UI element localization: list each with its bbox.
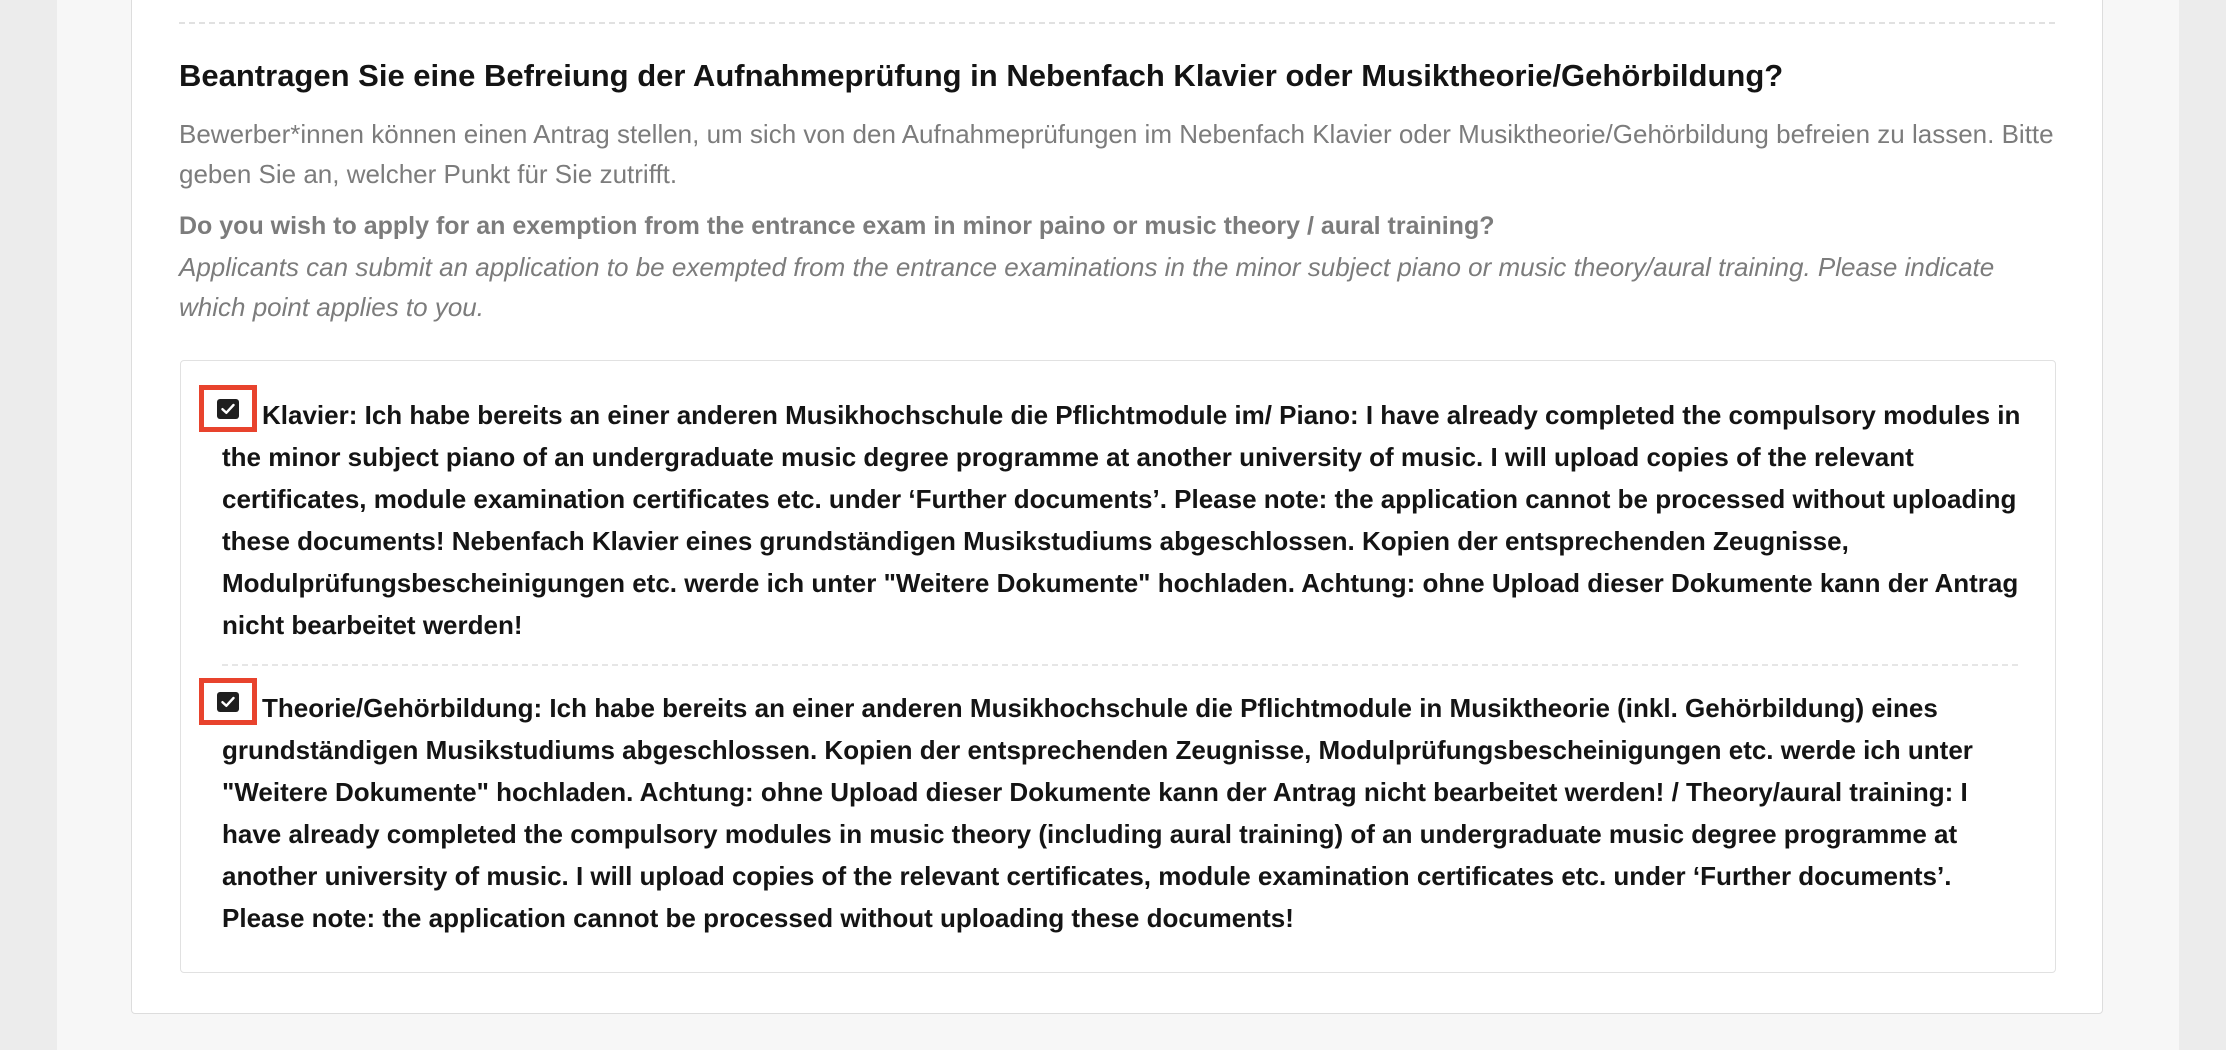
question-description-en: Applicants can submit an application to be exempted from the entrance examinations in the minor subject piano or music theory/aural training. Please indicate which point applies to you. [179, 252, 1995, 322]
checkbox-piano[interactable] [217, 399, 239, 419]
checkmark-icon [221, 696, 235, 708]
checkbox-highlight [199, 385, 257, 432]
option-theory-exemption[interactable] [222, 687, 2022, 939]
option-divider [222, 664, 2018, 666]
checkmark-icon [221, 403, 235, 415]
option-piano-exemption[interactable] [222, 394, 2022, 646]
checkbox-highlight [199, 678, 257, 725]
question-title-en: Do you wish to apply for an exemption from the entrance exam in minor paino or music theory / aural training? [179, 212, 1495, 240]
question-title: Beantragen Sie eine Befreiung der Aufnahmeprüfung in Nebenfach Klavier oder Musiktheorie/Gehörbildung? [179, 58, 1784, 93]
option-label-theory[interactable]: Theorie/Gehörbildung: Ich habe bereits an einer anderen Musikhochschule die Pflichtmodule in Musiktheorie (inkl. Gehörbildung) eines grundständigen Musikstudiums abgeschlossen. Kopien der entsprechenden Zeugnisse, Modulprüfungsbescheinigungen etc. werde ich unter "Weitere Dokumente" hochladen. Achtung: ohne Upload dieser Dokumente kann der Antrag nicht bearbeitet werden! / Theory/aural training: I have already completed the compulsory modules in music theory (including aural training) of an undergraduate music degree programme at another university of music. I will upload copies of the relevant certificates, module examination certificates etc. under ‘Further documents’. Please note: the application cannot be processed without uploading these documents! [222, 693, 1973, 933]
checkbox-group [180, 360, 2056, 973]
checkbox-theory[interactable] [217, 692, 239, 712]
question-description: Bewerber*innen können einen Antrag stellen, um sich von den Aufnahmeprüfungen im Nebenfach Klavier oder Musiktheorie/Gehörbildung befreien zu lassen. Bitte geben Sie an, welcher Punkt für Sie zutrifft. [179, 119, 2054, 189]
section-divider [179, 22, 2055, 24]
option-label-piano[interactable]: Klavier: Ich habe bereits an einer anderen Musikhochschule die Pflichtmodule im/ Piano: I have already completed the compulsory modules in the minor subject piano of an undergraduate music degree programme at another university of music. I will upload copies of the relevant certificates, module examination certificates etc. under ‘Further documents’. Please note: the application cannot be processed without uploading these documents! Nebenfach Klavier eines grundständigen Musikstudiums abgeschlossen. Kopien der entsprechenden Zeugnisse, Modulprüfungsbescheinigungen etc. werde ich unter "Weitere Dokumente" hochladen. Achtung: ohne Upload dieser Dokumente kann der Antrag nicht bearbeitet werden! [222, 400, 2021, 640]
